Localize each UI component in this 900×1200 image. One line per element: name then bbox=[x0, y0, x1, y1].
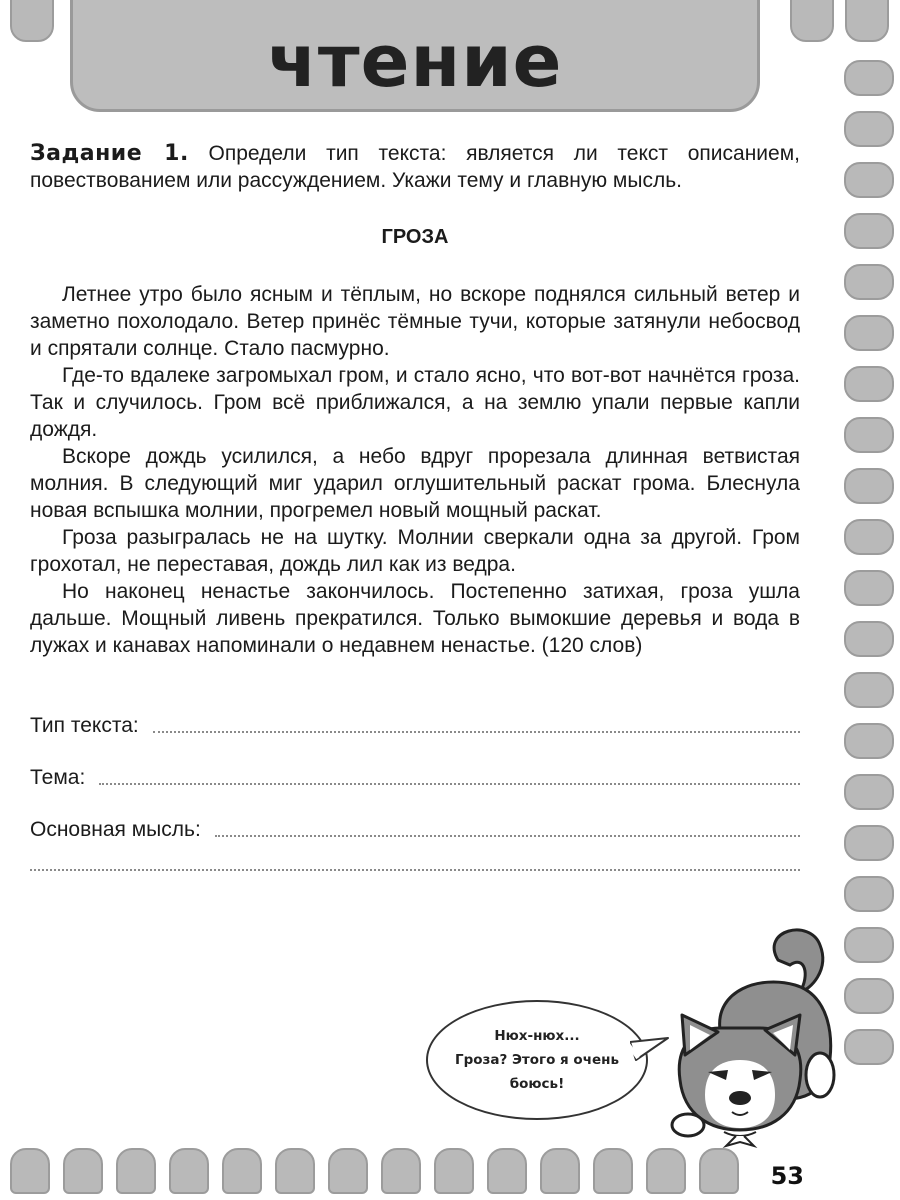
decor-tab bbox=[844, 213, 894, 249]
decor-tab bbox=[487, 1148, 527, 1194]
decor-tab bbox=[844, 366, 894, 402]
story-paragraph: Летнее утро было ясным и тёплым, но вскоре поднялся сильный ветер и заметно похолодало. Ветер принёс тёмные тучи, которые затянули небосвод и спрятали солнце. Стало пасмурно. bbox=[30, 283, 800, 360]
decor-tab bbox=[844, 672, 894, 708]
bubble-line: Нюх-нюх... bbox=[494, 1028, 580, 1044]
bubble-line: Гроза? Этого я очень bbox=[455, 1052, 619, 1068]
bubble-line: боюсь! bbox=[509, 1076, 565, 1092]
decor-tab bbox=[844, 162, 894, 198]
decor-tab bbox=[844, 417, 894, 453]
decor-tab bbox=[593, 1148, 633, 1194]
decor-tab bbox=[10, 0, 54, 42]
decor-tab bbox=[381, 1148, 421, 1194]
decor-tab bbox=[540, 1148, 580, 1194]
right-decor bbox=[844, 60, 894, 1080]
answer-row-type bbox=[30, 687, 800, 739]
story-paragraph: Гроза разыгралась не на шутку. Молнии сверкали одна за другой. Гром грохотал, не переставая, дождь лил как из ведра. bbox=[30, 526, 800, 576]
decor-tab bbox=[844, 1029, 894, 1065]
answer-line-theme[interactable] bbox=[99, 773, 800, 785]
bottom-decor bbox=[10, 1148, 750, 1194]
task-label: Задание 1. bbox=[30, 141, 189, 166]
decor-tab bbox=[844, 825, 894, 861]
decor-tab bbox=[646, 1148, 686, 1194]
worksheet-content bbox=[30, 140, 800, 871]
answer-line-idea[interactable] bbox=[215, 825, 800, 837]
decor-tab bbox=[10, 1148, 50, 1194]
page-number: 53 bbox=[770, 1162, 804, 1190]
answer-label-type: Тип текста: bbox=[30, 714, 139, 737]
answer-row-theme bbox=[30, 739, 800, 791]
story-paragraph: Где-то вдалеке загромыхал гром, и стало ясно, что вот-вот начнётся гроза. Так и случилось. Гром всё приближался, а на землю упали первые капли дождя. bbox=[30, 364, 800, 441]
decor-tab bbox=[844, 519, 894, 555]
decor-tab bbox=[844, 60, 894, 96]
decor-tab bbox=[844, 927, 894, 963]
decor-tab bbox=[790, 0, 834, 42]
decor-tab bbox=[844, 723, 894, 759]
task-text: Определи тип текста: является ли текст описанием, повествованием или рассуждением. Укажи тему и главную мысль. bbox=[30, 142, 800, 192]
story-paragraph: Вскоре дождь усилился, а небо вдруг прорезала длинная ветвистая молния. В следующий миг ударил оглушительный раскат грома. Блеснула новая вспышка молнии, прогремел новый мощный раскат. bbox=[30, 445, 800, 522]
story-paragraph: Но наконец ненастье закончилось. Постепенно затихая, гроза ушла дальше. Мощный ливень прекратился. Только вымокшие деревья и вода в лужах и канавах напоминали о недавнем ненастье. (120 слов) bbox=[30, 580, 800, 657]
decor-tab bbox=[275, 1148, 315, 1194]
decor-tab bbox=[844, 111, 894, 147]
decor-tab bbox=[844, 876, 894, 912]
speech-bubble bbox=[426, 1000, 648, 1120]
decor-tab bbox=[63, 1148, 103, 1194]
answer-label-idea: Основная мысль: bbox=[30, 818, 201, 841]
decor-tab bbox=[169, 1148, 209, 1194]
decor-tab bbox=[434, 1148, 474, 1194]
decor-tab bbox=[116, 1148, 156, 1194]
decor-tab bbox=[699, 1148, 739, 1194]
story-title: ГРОЗА bbox=[381, 226, 449, 248]
decor-tab bbox=[222, 1148, 262, 1194]
answer-section bbox=[30, 687, 800, 871]
decor-tab bbox=[844, 621, 894, 657]
page-title: чтение bbox=[267, 19, 563, 103]
task-instruction bbox=[30, 140, 800, 194]
decor-tab bbox=[328, 1148, 368, 1194]
decor-tab bbox=[844, 570, 894, 606]
answer-line-extra[interactable] bbox=[30, 843, 800, 871]
header-banner bbox=[70, 0, 760, 112]
decor-tab bbox=[844, 468, 894, 504]
decor-tab bbox=[844, 315, 894, 351]
dog-icon bbox=[660, 920, 850, 1150]
answer-line-type[interactable] bbox=[153, 721, 800, 733]
decor-tab bbox=[845, 0, 889, 42]
decor-tab bbox=[844, 774, 894, 810]
decor-tab bbox=[844, 978, 894, 1014]
answer-label-theme: Тема: bbox=[30, 766, 86, 789]
answer-row-idea bbox=[30, 791, 800, 843]
decor-tab bbox=[844, 264, 894, 300]
